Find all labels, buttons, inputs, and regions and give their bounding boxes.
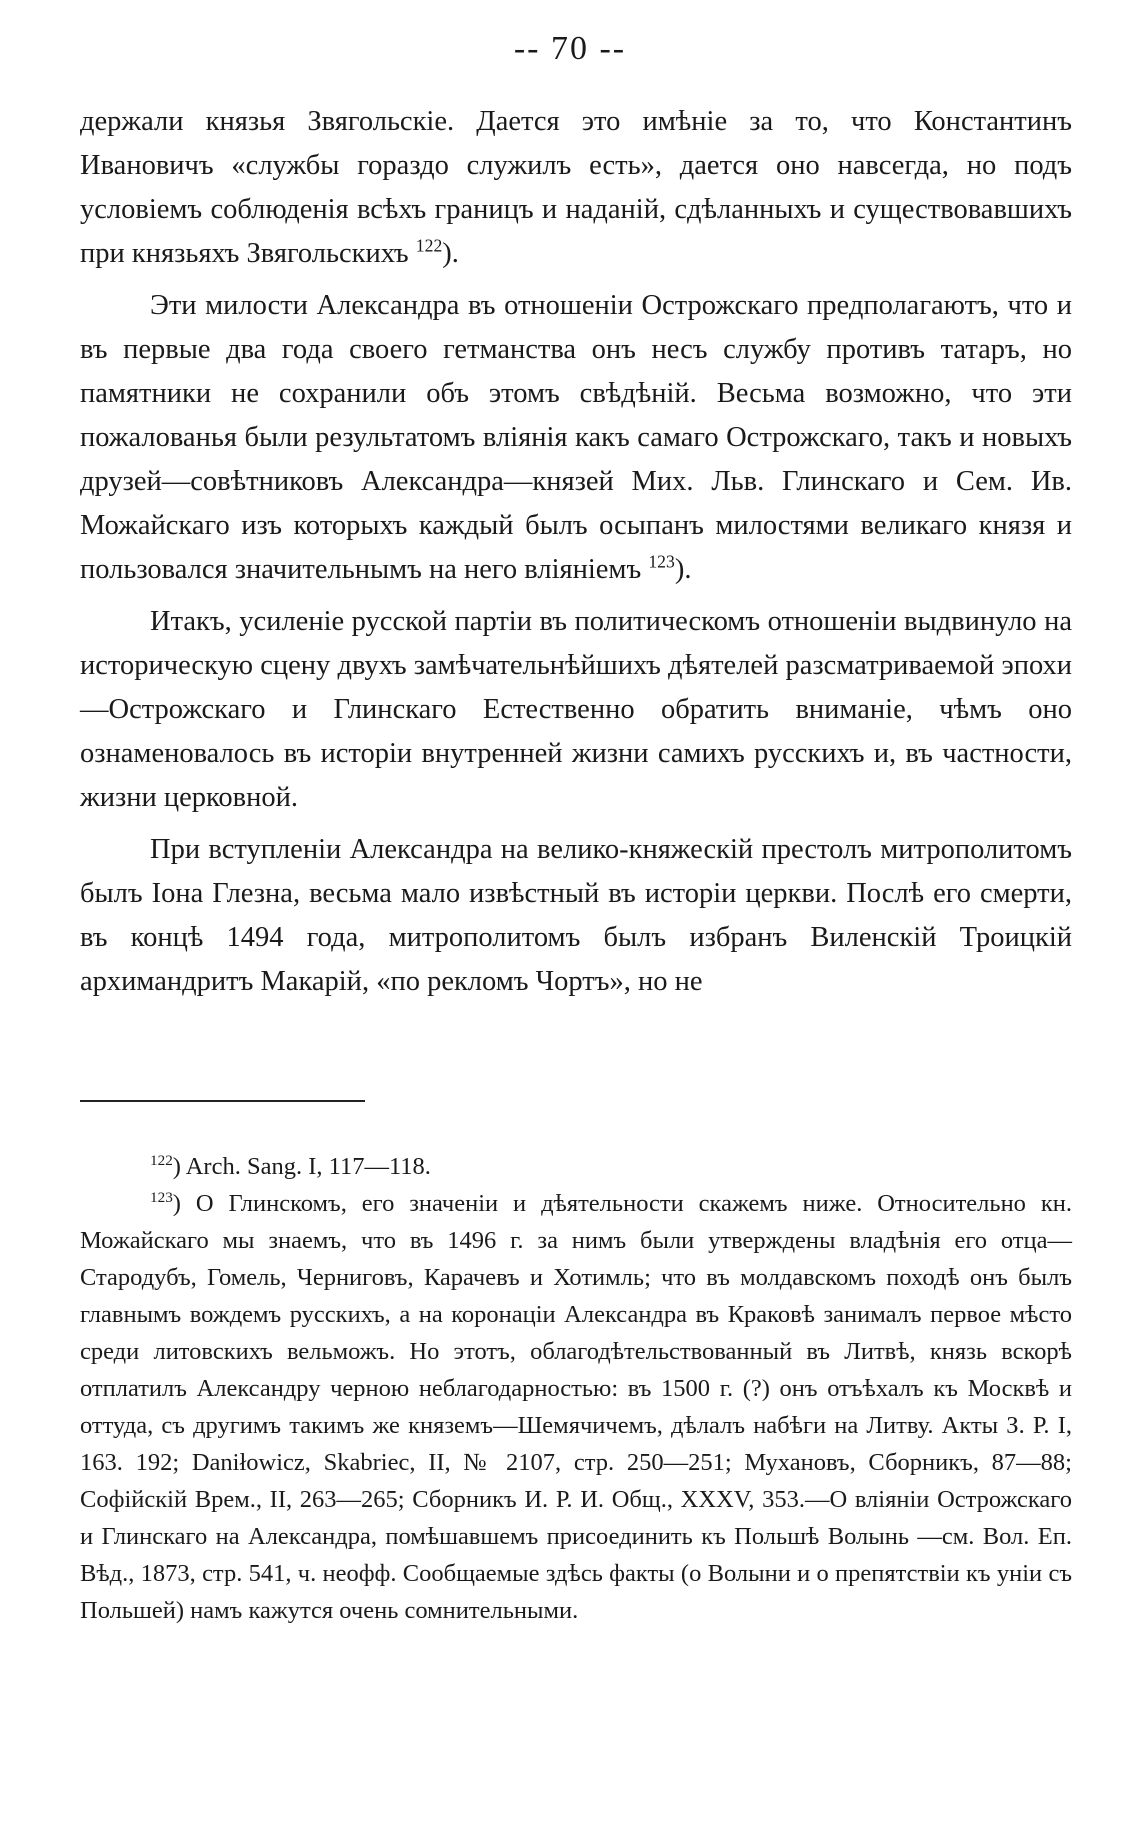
- footnote-text: ) О Глинскомъ, его значеніи и дѣятельности скажемъ ниже. Относительно кн. Можайскаго мы знаемъ, что въ 1496 г. за нимъ были утверждены владѣнія его отца—Стародубъ, Гомель, Черниговъ, Карачевъ и Хотимль; что въ молдавскомъ походѣ онъ былъ главнымъ вождемъ русскихъ, а на коронаціи Александра въ Краковѣ занималъ первое мѣсто среди литовскихъ вельможъ. Но этотъ, облагодѣтельствованный въ Литвѣ, князь вскорѣ отплатилъ Александру черною неблагодарностью: въ 1500 г. (?) онъ отъѣхалъ къ Москвѣ и оттуда, съ другимъ такимъ же княземъ—Шемячичемъ, дѣлалъ набѣги на Литву. Акты З. Р. I, 163. 192; Daniłowicz, Skabriec, II, № 2107, стр. 250—251; Мухановъ, Сборникъ, 87—88; Софійскій Врем., II, 263—265; Сборникъ И. Р. И. Общ., XXXV, 353.—О вліяніи Острожскаго и Глинскаго на Александра, помѣшавшемъ присоединить къ Польшѣ Волынь —см. Вол. Еп. Вѣд., 1873, стр. 541, ч. неофф. Сообщаемые здѣсь факты (о Волыни и о препятствіи къ уніи съ Польшей) намъ кажутся очень сомнительными.: [80, 1190, 1072, 1624]
- paragraph: Итакъ, усиленіе русской партіи въ политическомъ отношеніи выдвинуло на историческую сцену двухъ замѣчательнѣйшихъ дѣятелей разсматриваемой эпохи—Острожскаго и Глинскаго Естественно обратить вниманіе, чѣмъ оно ознаменовалось въ исторіи внутренней жизни самихъ русскихъ и, въ частности, жизни церковной.: [80, 606, 1072, 813]
- footnote-marker: 122: [150, 1151, 173, 1169]
- paragraph-tail: ).: [442, 238, 459, 269]
- footnotes: [80, 1148, 1072, 1629]
- footnote-marker: 123: [150, 1188, 173, 1206]
- paragraph-text: Эти милости Александра въ отношеніи Острожскаго предполагаютъ, что и въ первые два года своего гетманства онъ несъ службу противъ татаръ, но памятники не сохранили объ этомъ свѣдѣній. Весьма возможно, что эти пожалованья были результатомъ вліянія какъ самаго Острожскаго, такъ и новыхъ друзей—совѣтниковъ Александра—князей Мих. Льв. Глинскаго и Сем. Ив. Можайскаго изъ которыхъ каждый былъ осыпанъ милостями великаго князя и пользовался значительнымъ на него вліяніемъ: [80, 290, 1072, 585]
- footnote-ref: 123: [648, 551, 675, 572]
- paragraph-tail: ).: [674, 554, 692, 585]
- paragraph: [80, 100, 1072, 276]
- footnote-divider: [80, 1100, 365, 1102]
- paragraph-text: держали князья Звягольскіе. Дается это имѣніе за то, что Константинъ Ивановичъ «службы гораздо служилъ есть», дается оно навсегда, но подъ условіемъ соблюденія всѣхъ границъ и наданій, сдѣланныхъ и существовавшихъ при князьяхъ Звягольскихъ: [80, 106, 1072, 269]
- footnote-ref: 122: [415, 235, 443, 256]
- main-text: [80, 100, 1072, 1004]
- paragraph: [80, 284, 1072, 592]
- paragraph: При вступленіи Александра на велико-княжескій престолъ митрополитомъ былъ Іона Глезна, весьма мало извѣстный въ исторіи церкви. Послѣ его смерти, въ концѣ 1494 года, митрополитомъ былъ избранъ Виленскій Троицкій архимандритъ Макарій, «по рекломъ Чортъ», но не: [80, 834, 1072, 997]
- footnote: [80, 1148, 1072, 1185]
- page-number: -- 70 --: [513, 30, 627, 67]
- footnote-text: ) Arch. Sang. I, 117—118.: [172, 1153, 431, 1180]
- footnote: [80, 1185, 1072, 1629]
